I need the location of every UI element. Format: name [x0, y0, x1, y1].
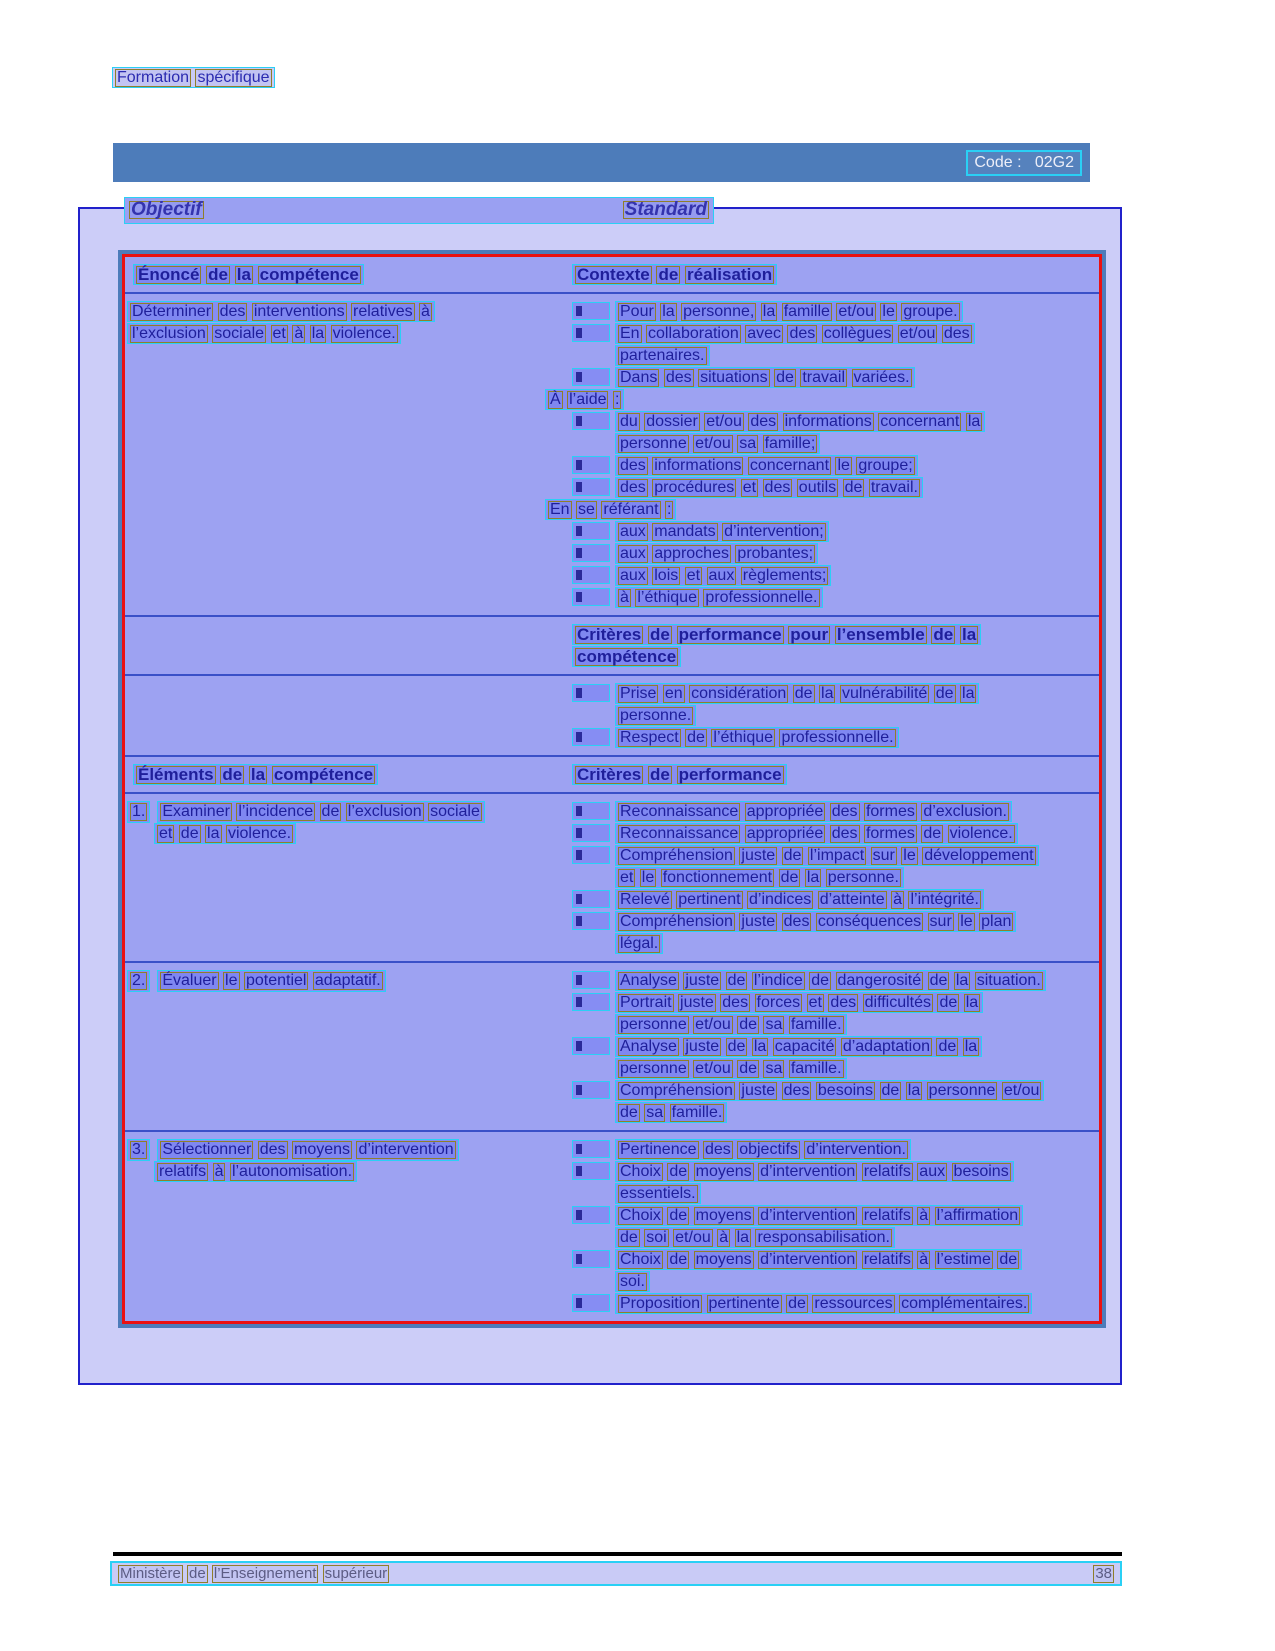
text-line: Analyse juste de l’indice de dangerosité de la situation. — [615, 970, 1046, 991]
element-cell — [125, 801, 545, 955]
text-line: Compréhension juste des besoins de la personne et/ou — [615, 1080, 1044, 1101]
bullet-icon — [572, 588, 610, 606]
text-line: Dans des situations de travail variées. — [615, 367, 915, 388]
objectif-standard-panel — [78, 199, 1122, 1385]
wrap-line — [545, 433, 1099, 455]
competence-table-inner — [122, 254, 1102, 1324]
text-line: légal. — [615, 933, 663, 954]
element-cell — [125, 1139, 545, 1315]
ensemble-header-line: compétence — [572, 646, 681, 667]
text-line: Déterminer des interventions relatives à — [127, 301, 435, 322]
text-line: personne et/ou de sa famille. — [615, 1058, 847, 1079]
text-line: partenaires. — [615, 345, 710, 366]
header-row-enonce-contexte — [125, 257, 1099, 292]
intro-line — [545, 499, 1099, 521]
criteres-header: Critères de performance — [572, 764, 787, 785]
text-line: Relevé pertinent d’indices d’atteinte à l’intégrité. — [615, 889, 984, 910]
bullet-line — [545, 477, 1099, 499]
text-line: Prise en considération de la vulnérabilité de la — [615, 683, 979, 704]
item-number: 3. — [127, 1139, 150, 1161]
text-line: personne. — [615, 705, 696, 726]
footer-ministry: Ministère de l’Enseignement supérieur — [120, 1565, 388, 1582]
text-line: Reconnaissance appropriée des formes d’exclusion. — [615, 801, 1012, 822]
bullet-icon — [572, 522, 610, 540]
bullet-icon — [572, 1206, 610, 1224]
bullet-icon — [572, 1250, 610, 1268]
text-line: Proposition pertinente de ressources complémentaires. — [615, 1293, 1032, 1314]
wrap-line — [545, 1227, 1099, 1249]
footer-rule — [113, 1552, 1122, 1556]
elements-header-cell — [125, 764, 545, 786]
objectif-heading: Objectif — [131, 199, 202, 220]
text-line: du dossier et/ou des informations concernant la — [615, 411, 985, 432]
bullet-line — [545, 367, 1099, 389]
bullet-line — [545, 1205, 1099, 1227]
ensemble-header-row — [125, 615, 1099, 674]
section-label: Formation spécifique — [112, 67, 275, 88]
bullet-line — [545, 911, 1099, 933]
wrap-line — [545, 345, 1099, 367]
item-number: 1. — [127, 801, 150, 823]
enonce-contexte-row — [125, 292, 1099, 615]
contexte-header: Contexte de réalisation — [572, 264, 777, 285]
intro-line — [545, 389, 1099, 411]
ensemble-header-cell — [545, 624, 1099, 668]
text-line: Respect de l’éthique professionnelle. — [615, 727, 899, 748]
text-line: Choix de moyens d’intervention relatifs aux besoins — [615, 1161, 1014, 1182]
bullet-line — [545, 801, 1099, 823]
bullet-line — [545, 683, 1099, 705]
bullet-icon — [572, 324, 610, 342]
wrap-line — [545, 1183, 1099, 1205]
text-line: Compréhension juste des conséquences sur le plan — [615, 911, 1016, 932]
bullet-line — [545, 1161, 1099, 1183]
text-line: Sélectionner des moyens d’intervention — [157, 1139, 458, 1161]
bullet-icon — [572, 993, 610, 1011]
item-row-2 — [125, 961, 1099, 1130]
text-line: essentiels. — [615, 1183, 701, 1204]
bullet-line — [545, 1139, 1099, 1161]
contexte-cell — [545, 301, 1099, 609]
bullet-line — [545, 411, 1099, 433]
title-bar — [113, 143, 1090, 182]
footer-bar — [110, 1561, 1122, 1586]
bullet-icon — [572, 412, 610, 430]
bullet-icon — [572, 1294, 610, 1312]
empty-cell — [125, 683, 545, 749]
text-line: personne et/ou de sa famille. — [615, 1014, 847, 1035]
wrap-line — [545, 933, 1099, 955]
text-line: Examiner l’incidence de l’exclusion sociale — [157, 801, 485, 823]
item-row-1 — [125, 792, 1099, 961]
wrap-line — [545, 1014, 1099, 1036]
competence-table — [118, 250, 1106, 1328]
text-line: Analyse juste de la capacité d’adaptation de la — [615, 1036, 982, 1057]
bullet-line — [545, 301, 1099, 323]
header-row-elements-criteres — [125, 755, 1099, 792]
bullet-icon — [572, 1162, 610, 1180]
bullet-line — [545, 587, 1099, 609]
bullet-icon — [572, 368, 610, 386]
text-line: À l’aide : — [545, 389, 624, 410]
text-line: de sa famille. — [615, 1102, 727, 1123]
bullet-line — [545, 323, 1099, 345]
bullet-icon — [572, 456, 610, 474]
text-line: et de la violence. — [154, 823, 296, 844]
text-line: des informations concernant le groupe; — [615, 455, 918, 476]
numbered-line — [127, 801, 545, 823]
code-label: Code : 02G2 — [966, 150, 1082, 176]
standard-heading: Standard — [624, 199, 707, 220]
text-line: Pour la personne, la famille et/ou le groupe. — [615, 301, 963, 322]
elements-header: Éléments de la compétence — [133, 764, 378, 785]
criteres-cell — [545, 1139, 1099, 1315]
wrap-line — [127, 1161, 545, 1183]
ensemble-criteres-cell — [545, 683, 1099, 749]
text-line: aux approches probantes; — [615, 543, 818, 564]
enonce-header: Énoncé de la compétence — [133, 264, 364, 285]
text-line: Compréhension juste de l’impact sur le développement — [615, 845, 1039, 866]
text-line: des procédures et des outils de travail. — [615, 477, 923, 498]
empty-cell — [125, 624, 545, 668]
text-line: à l’éthique professionnelle. — [615, 587, 823, 608]
wrap-line — [545, 867, 1099, 889]
numbered-line — [127, 1139, 545, 1161]
bullet-icon — [572, 1037, 610, 1055]
text-line: En collaboration avec des collègues et/ou des — [615, 323, 975, 344]
text-line: Choix de moyens d’intervention relatifs à l’estime de — [615, 1249, 1022, 1270]
bullet-line — [545, 970, 1099, 992]
bullet-line — [545, 823, 1099, 845]
wrap-line — [545, 1058, 1099, 1080]
bullet-icon — [572, 971, 610, 989]
text-line: personne et/ou sa famille; — [615, 433, 820, 454]
text-line: Portrait juste des forces et des difficultés de la — [615, 992, 983, 1013]
bullet-icon — [572, 846, 610, 864]
bullet-line — [545, 727, 1099, 749]
bullet-icon — [572, 544, 610, 562]
element-cell — [125, 970, 545, 1124]
bullet-icon — [572, 478, 610, 496]
bullet-line — [545, 1249, 1099, 1271]
bullet-line — [545, 1293, 1099, 1315]
wrap-line — [545, 705, 1099, 727]
bullet-icon — [572, 566, 610, 584]
text-line: et le fonctionnement de la personne. — [615, 867, 904, 888]
bullet-line — [545, 889, 1099, 911]
text-line: soi. — [615, 1271, 650, 1292]
bullet-icon — [572, 824, 610, 842]
text-line: aux mandats d’intervention; — [615, 521, 829, 542]
bullet-icon — [572, 302, 610, 320]
wrap-line — [545, 1271, 1099, 1293]
bullet-line — [545, 1036, 1099, 1058]
criteres-cell — [545, 801, 1099, 955]
text-line: relatifs à l’autonomisation. — [154, 1161, 357, 1182]
wrap-line — [545, 1102, 1099, 1124]
bullet-icon — [572, 684, 610, 702]
contexte-header-cell — [545, 264, 1099, 286]
text-line: Choix de moyens d’intervention relatifs à l’affirmation — [615, 1205, 1023, 1226]
text-line: de soi et/ou à la responsabilisation. — [615, 1227, 895, 1248]
bullet-line — [545, 455, 1099, 477]
ensemble-header-line: Critères de performance pour l’ensemble de la — [572, 624, 981, 645]
item-row-3 — [125, 1130, 1099, 1321]
text-line: En se référant : — [545, 499, 676, 520]
enonce-cell — [125, 301, 545, 609]
bullet-icon — [572, 890, 610, 908]
bullet-line — [545, 565, 1099, 587]
bullet-icon — [572, 912, 610, 930]
bullet-line — [545, 521, 1099, 543]
wrap-line — [127, 823, 545, 845]
ensemble-criteres-row — [125, 674, 1099, 755]
item-number: 2. — [127, 970, 150, 992]
bullet-line — [545, 1080, 1099, 1102]
text-line: aux lois et aux règlements; — [615, 565, 831, 586]
bullet-icon — [572, 728, 610, 746]
footer-page-number: 38 — [1095, 1565, 1112, 1582]
objectif-standard-row — [124, 197, 714, 224]
criteres-cell — [545, 970, 1099, 1124]
text-line: l’exclusion sociale et à la violence. — [127, 323, 401, 344]
criteres-header-cell — [545, 764, 1099, 786]
numbered-line — [127, 970, 545, 992]
bullet-line — [545, 543, 1099, 565]
bullet-icon — [572, 1081, 610, 1099]
bullet-icon — [572, 802, 610, 820]
bullet-icon — [572, 1140, 610, 1158]
text-line: Évaluer le potentiel adaptatif. — [157, 970, 385, 992]
section-label-wrap — [112, 67, 275, 88]
bullet-line — [545, 845, 1099, 867]
text-line: Pertinence des objectifs d’intervention. — [615, 1139, 911, 1160]
text-line: Reconnaissance appropriée des formes de violence. — [615, 823, 1018, 844]
enonce-header-cell — [125, 264, 545, 286]
bullet-line — [545, 992, 1099, 1014]
